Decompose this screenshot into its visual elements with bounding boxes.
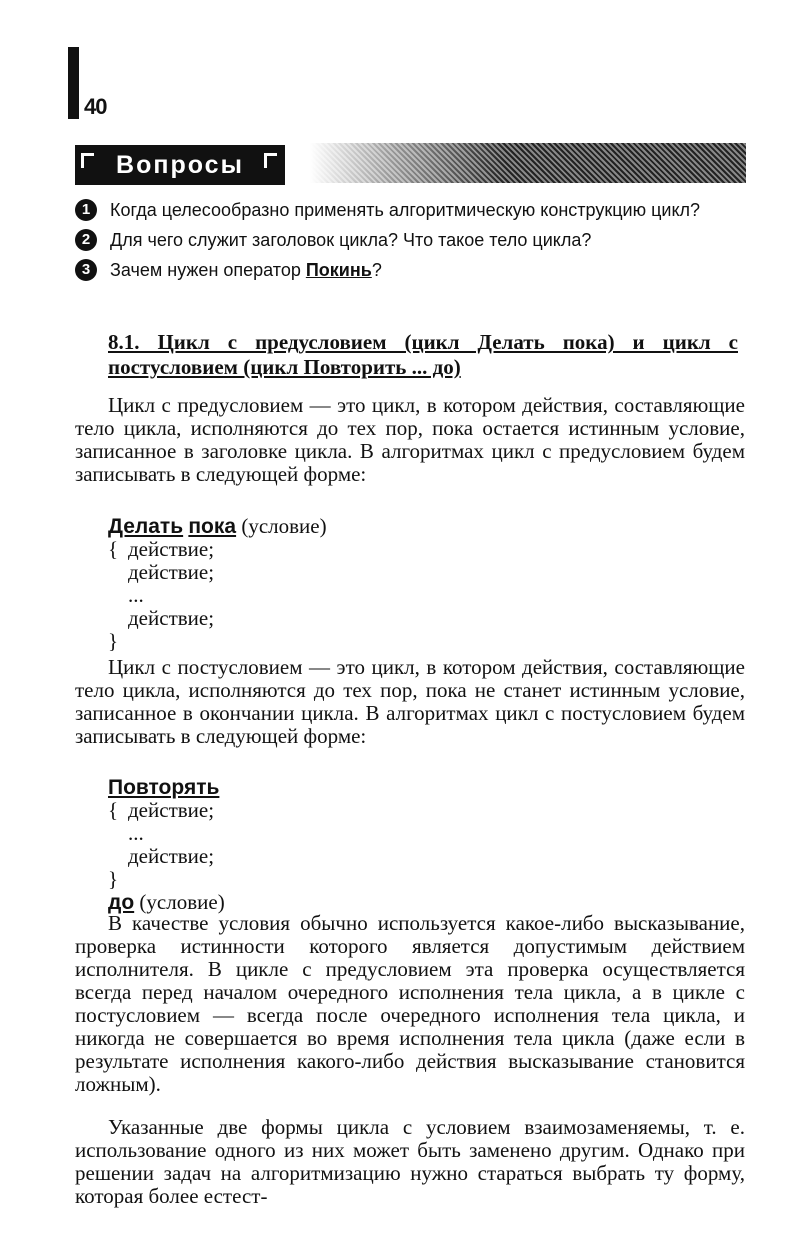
code-block-postcondition — [108, 776, 225, 914]
code-brace: } — [108, 629, 119, 653]
question-number-badge: 1 — [75, 199, 97, 221]
paragraph-4 — [75, 1116, 745, 1208]
code-line — [108, 799, 225, 822]
code-header — [108, 776, 225, 799]
paragraph-3 — [75, 912, 745, 1096]
questions-list — [72, 198, 747, 288]
code-keyword: Делать — [108, 515, 184, 538]
paragraph-text: Цикл с предусловием — это цикл, в котором действия, составляющие тело цикла, исполняются до тех пор, пока остается истинным условие, записанное в заголовке цикла. В алгоритмах цикл с предусловием будем записывать в следующей форме: — [75, 393, 745, 486]
code-line: ... — [128, 821, 144, 845]
code-block-precondition — [108, 515, 327, 653]
question-item — [72, 258, 747, 282]
code-condition: (условие) — [139, 890, 225, 914]
code-line — [108, 538, 327, 561]
page-number: 40 — [84, 94, 107, 119]
code-brace: { — [108, 798, 119, 822]
code-line: действие; — [128, 844, 215, 868]
paragraph-2 — [75, 656, 745, 748]
code-brace: { — [108, 537, 119, 561]
halftone-decoration — [310, 143, 746, 183]
code-header — [108, 515, 327, 538]
code-line: действие; — [128, 606, 215, 630]
question-item — [72, 198, 747, 222]
code-keyword: пока — [188, 515, 237, 538]
question-number-badge: 3 — [75, 259, 97, 281]
code-keyword: до — [108, 891, 135, 914]
questions-header — [75, 145, 285, 185]
question-keyword: Покинь — [305, 260, 372, 280]
code-line: действие; — [128, 560, 215, 584]
questions-header-label: Вопросы — [116, 150, 244, 179]
question-number-badge: 2 — [75, 229, 97, 251]
code-condition: (условие) — [241, 514, 327, 538]
paragraph-1 — [75, 394, 745, 486]
question-text: Когда целесообразно применять алгоритмическую конструкцию цикл? — [110, 200, 701, 220]
code-brace: } — [108, 867, 119, 891]
question-text: Зачем нужен оператор — [110, 260, 306, 280]
corner-mark-icon — [81, 153, 94, 168]
code-action: действие; — [128, 537, 215, 561]
paragraph-text: Указанные две формы цикла с условием взаимозаменяемы, т. е. использование одного из них может быть заменено другим. Однако при решении задач на алгоритмизацию нужно стараться выбрать ту форму, которая более естест- — [75, 1115, 745, 1208]
question-text: Для чего служит заголовок цикла? Что такое тело цикла? — [110, 230, 592, 250]
section-title: 8.1. Цикл с предусловием (цикл Делать пока) и цикл с постусловием (цикл Повторить ... до) — [108, 330, 738, 379]
question-text-end: ? — [371, 260, 382, 280]
code-line: ... — [128, 583, 144, 607]
corner-mark-icon — [264, 153, 277, 168]
paragraph-text: Цикл с постусловием — это цикл, в котором действия, составляющие тело цикла, исполняются до тех пор, пока не станет истинным условие, записанное в окончании цикла. В алгоритмах цикл с постусловием будем записывать в следующей форме: — [75, 655, 745, 748]
question-item — [72, 228, 747, 252]
code-keyword: Повторять — [108, 776, 220, 799]
paragraph-text: В качестве условия обычно используется какое-либо высказывание, проверка истинности которого является допустимым действием исполнителя. В цикле с предусловием эта проверка осуществляется всегда перед началом очередного исполнения тела цикла, а в цикле с постусловием — всегда после очередного исполнения тела цикла, и никогда не совершается во время исполнения тела цикла (даже если в результате исполнения какого-либо действия высказывание становится ложным). — [75, 911, 745, 1096]
code-action: действие; — [128, 798, 215, 822]
page-number-bar — [68, 47, 79, 119]
